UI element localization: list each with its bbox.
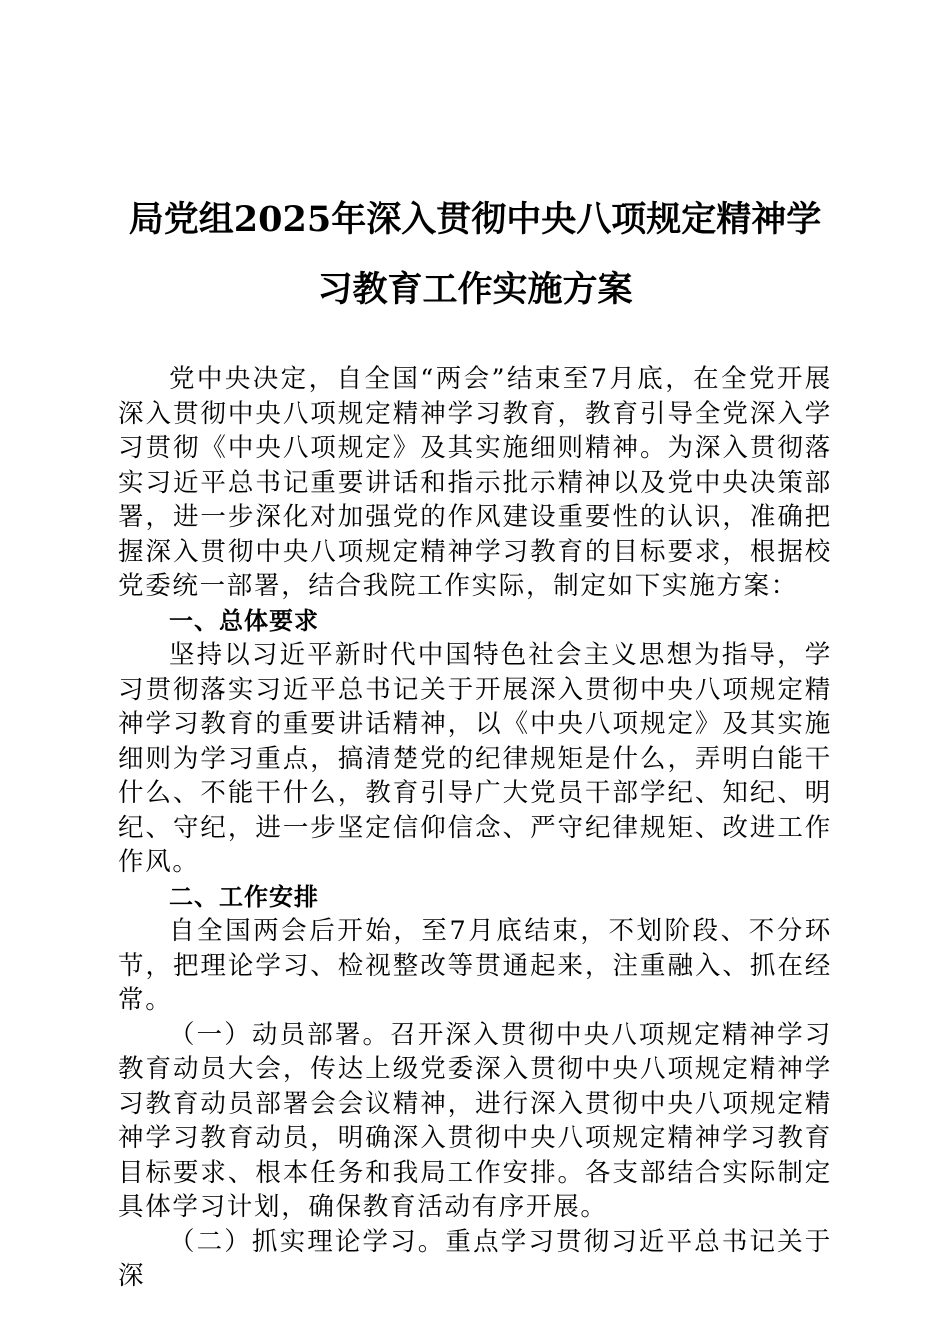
mobilization-deployment-paragraph: （一）动员部署。召开深入贯彻中央八项规定精神学习教育动员大会，传达上级党委深入贯彻中央八项规定精神学习教育动员部署会会议精神，进行深入贯彻中央八项规定精神学习教育动员，明确深入贯彻中央八项规定精神学习教育目标要求、根本任务和我局工作安排。各支部结合实际制定具体学习计划，确保教育活动有序开展。 [118,1019,832,1222]
theory-study-paragraph: （二）抓实理论学习。重点学习贯彻习近平总书记关于深 [118,1226,832,1291]
work-arrangement-paragraph: 自全国两会后开始，至7月底结束，不划阶段、不分环节，把理论学习、检视整改等贯通起来，注重融入、抓在经常。 [118,916,832,1015]
section-heading-work-arrangement: 二、工作安排 [169,882,319,911]
overall-requirements-paragraph: 坚持以习近平新时代中国特色社会主义思想为指导，学习贯彻落实习近平总书记关于开展深入贯彻中央八项规定精神学习教育的重要讲话精神，以《中央八项规定》及其实施细则为学习重点，搞清楚党的纪律规矩是什么，弄明白能干什么、不能干什么，教育引导广大党员干部学纪、知纪、明纪、守纪，进一步坚定信仰信念、严守纪律规矩、改进工作作风。 [118,640,832,877]
document-title-line-1: 局党组2025年深入贯彻中央八项规定精神学 [128,199,822,240]
document-body [118,362,832,1294]
section-heading-overall-requirements: 一、总体要求 [169,606,319,635]
intro-paragraph: 党中央决定，自全国“两会”结束至7月底，在全党开展深入贯彻中央八项规定精神学习教育，教育引导全党深入学习贯彻《中央八项规定》及其实施细则精神。为深入贯彻落实习近平总书记重要讲话和指示批示精神以及党中央决策部署，进一步深化对加强党的作风建设重要性的认识，准确把握深入贯彻中央八项规定精神学习教育的目标要求，根据校党委统一部署，结合我院工作实际，制定如下实施方案： [118,364,832,601]
document-title-line-2: 习教育工作实施方案 [317,269,633,310]
